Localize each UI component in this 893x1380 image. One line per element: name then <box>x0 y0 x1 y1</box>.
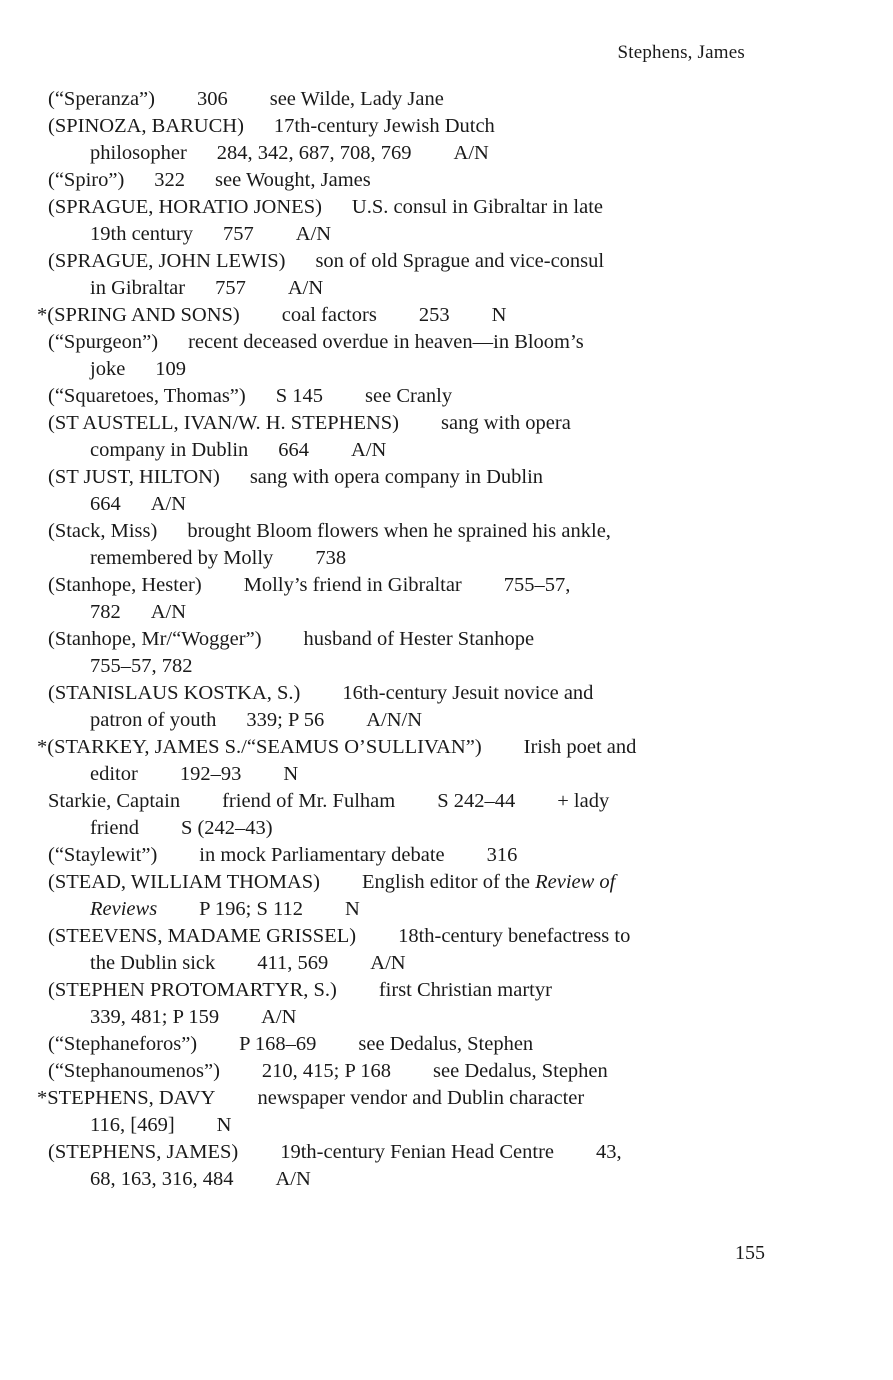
index-line: (SPRAGUE, JOHN LEWIS) son of old Sprague and vice-consul <box>48 250 605 272</box>
index-line: friend S (242–43) <box>90 817 273 839</box>
index-line: 755–57, 782 <box>90 655 193 677</box>
index-line: (“Stephaneforos”) P 168–69 see Dedalus, Stephen <box>48 1033 534 1055</box>
index-line: philosopher 284, 342, 687, 708, 769 A/N <box>90 142 489 164</box>
index-line: (“Spiro”) 322 see Wought, James <box>48 169 371 191</box>
index-line: (“Staylewit”) in mock Parliamentary debate 316 <box>48 844 518 866</box>
index-line: (“Spurgeon”) recent deceased overdue in heaven—in Bloom’s <box>48 331 584 353</box>
index-line: (ST JUST, HILTON) sang with opera company in Dublin <box>48 466 544 488</box>
index-line: patron of youth 339; P 56 A/N/N <box>90 709 423 731</box>
index-line: (“Stephanoumenos”) 210, 415; P 168 see Dedalus, Stephen <box>48 1060 608 1082</box>
index-line: company in Dublin 664 A/N <box>90 439 387 461</box>
index-line: 782 A/N <box>90 601 187 623</box>
index-line: the Dublin sick 411, 569 A/N <box>90 952 406 974</box>
index-line: 664 A/N <box>90 493 187 515</box>
index-line: (Stanhope, Mr/“Wogger”) husband of Hester Stanhope <box>48 628 535 650</box>
index-line: (STANISLAUS KOSTKA, S.) 16th-century Jesuit novice and <box>48 682 594 704</box>
index-line: *(SPRING AND SONS) coal factors 253 N <box>37 304 507 326</box>
page-number: 155 <box>735 1242 765 1264</box>
index-line: editor 192–93 N <box>90 763 299 785</box>
index-line: (“Squaretoes, Thomas”) S 145 see Cranly <box>48 385 453 407</box>
index-line: *(STARKEY, JAMES S./“SEAMUS O’SULLIVAN”) Irish poet and <box>37 736 637 758</box>
index-line: Reviews P 196; S 112 N <box>90 898 360 920</box>
index-line: (ST AUSTELL, IVAN/W. H. STEPHENS) sang with opera <box>48 412 571 434</box>
index-entries <box>37 86 768 1193</box>
running-head: Stephens, James <box>617 42 745 63</box>
index-line: in Gibraltar 757 A/N <box>90 277 324 299</box>
index-line: Starkie, Captain friend of Mr. Fulham S 242–44 + lady <box>48 790 610 812</box>
index-line: (SPINOZA, BARUCH) 17th-century Jewish Dutch <box>48 115 495 137</box>
index-line: 68, 163, 316, 484 A/N <box>90 1168 311 1190</box>
index-line: remembered by Molly 738 <box>90 547 347 569</box>
index-line: (STEAD, WILLIAM THOMAS) English editor of the Review of <box>48 871 616 893</box>
index-line: 116, [469] N <box>90 1114 232 1136</box>
index-line: (SPRAGUE, HORATIO JONES) U.S. consul in Gibraltar in late <box>48 196 603 218</box>
index-line: (“Speranza”) 306 see Wilde, Lady Jane <box>48 88 444 110</box>
index-line: *STEPHENS, DAVY newspaper vendor and Dublin character <box>37 1087 585 1109</box>
index-line: (STEPHENS, JAMES) 19th-century Fenian Head Centre 43, <box>48 1141 622 1163</box>
index-line: (Stack, Miss) brought Bloom flowers when he sprained his ankle, <box>48 520 611 542</box>
index-line: (Stanhope, Hester) Molly’s friend in Gibraltar 755–57, <box>48 574 571 596</box>
index-line: 19th century 757 A/N <box>90 223 332 245</box>
index-line: (STEEVENS, MADAME GRISSEL) 18th-century benefactress to <box>48 925 631 947</box>
index-line: 339, 481; P 159 A/N <box>90 1006 297 1028</box>
index-line: (STEPHEN PROTOMARTYR, S.) first Christian martyr <box>48 979 552 1001</box>
index-line: joke 109 <box>90 358 187 380</box>
